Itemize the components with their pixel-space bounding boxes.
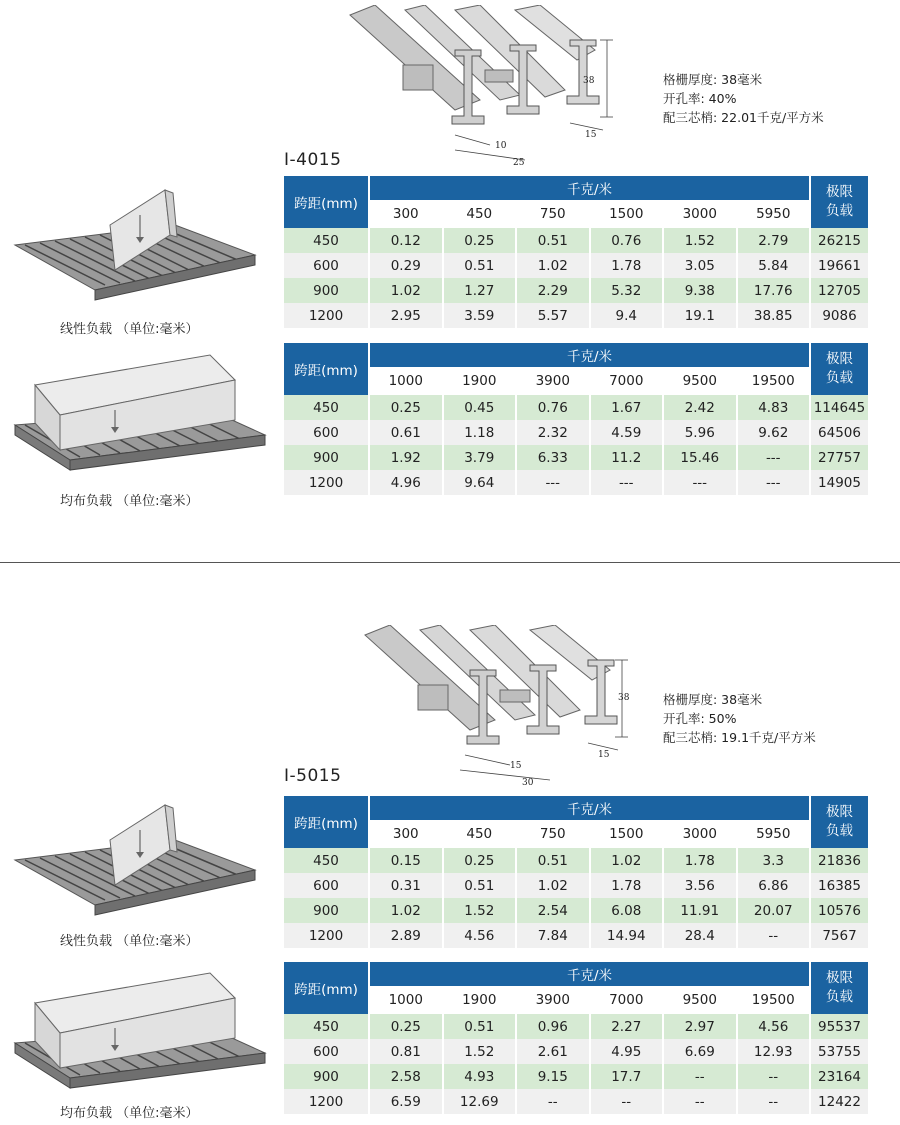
load-value: 19500: [738, 986, 810, 1014]
deflection-cell: 1.52: [444, 898, 516, 923]
grating-bars-illustration: [365, 625, 617, 744]
table-row: [284, 1014, 868, 1039]
span-cell: 900: [284, 898, 368, 923]
deflection-cell: 1.27: [444, 278, 516, 303]
unit-header: 千克/米: [370, 176, 809, 200]
dim-pitch-label: 30: [522, 778, 534, 788]
load-value: 9500: [664, 367, 736, 395]
deflection-cell: 0.15: [370, 848, 442, 873]
deflection-cell: 12.69: [444, 1089, 516, 1114]
deflection-cell: 2.97: [664, 1014, 736, 1039]
deflection-cell: ---: [664, 470, 736, 495]
load-value: 1500: [591, 200, 663, 228]
load-values-row: [284, 200, 868, 228]
load-value: 3000: [664, 200, 736, 228]
load-value: 300: [370, 200, 442, 228]
uniform-load-illustration: [10, 963, 270, 1093]
deflection-cell: 20.07: [738, 898, 810, 923]
span-cell: 1200: [284, 470, 368, 495]
load-value: 7000: [591, 986, 663, 1014]
deflection-cell: 0.31: [370, 873, 442, 898]
load-value: 1900: [444, 986, 516, 1014]
deflection-cell: 6.69: [664, 1039, 736, 1064]
limit-header: 极限 负载: [811, 176, 868, 228]
spec-thickness: 格栅厚度: 38毫米: [663, 72, 763, 87]
spec-weight: 配三芯梢: 19.1千克/平方米: [663, 730, 816, 745]
table-row: [284, 303, 868, 328]
span-header: 跨距(mm): [284, 796, 368, 848]
load-value: 1000: [370, 986, 442, 1014]
span-cell: 600: [284, 873, 368, 898]
limit-cell: 14905: [811, 470, 868, 495]
span-header: 跨距(mm): [284, 176, 368, 228]
deflection-cell: 5.57: [517, 303, 589, 328]
deflection-cell: 1.67: [591, 395, 663, 420]
load-value: 1900: [444, 367, 516, 395]
deflection-cell: 38.85: [738, 303, 810, 328]
span-cell: 450: [284, 395, 368, 420]
uniform-load-caption: 均布负载 （单位:毫米）: [60, 1106, 199, 1121]
deflection-cell: 6.86: [738, 873, 810, 898]
load-value: 7000: [591, 367, 663, 395]
deflection-cell: 1.02: [370, 898, 442, 923]
deflection-cell: 14.94: [591, 923, 663, 948]
deflection-cell: 2.54: [517, 898, 589, 923]
deflection-cell: 0.76: [517, 395, 589, 420]
product-section-i4015: [0, 0, 900, 560]
table-row: [284, 1064, 868, 1089]
table-row: [284, 278, 868, 303]
table-row: [284, 898, 868, 923]
span-cell: 600: [284, 1039, 368, 1064]
deflection-cell: --: [738, 923, 810, 948]
dim-gap-label: 10: [495, 141, 507, 151]
model-title: I-5015: [284, 766, 342, 786]
limit-cell: 95537: [811, 1014, 868, 1039]
deflection-cell: 7.84: [517, 923, 589, 948]
span-cell: 450: [284, 228, 368, 253]
deflection-cell: 0.51: [444, 873, 516, 898]
deflection-cell: 1.92: [370, 445, 442, 470]
model-title: I-4015: [284, 150, 342, 170]
limit-cell: 12705: [811, 278, 868, 303]
deflection-cell: 2.29: [517, 278, 589, 303]
deflection-cell: 4.96: [370, 470, 442, 495]
deflection-cell: --: [664, 1064, 736, 1089]
dim-gap-label: 15: [510, 761, 522, 771]
deflection-cell: --: [591, 1089, 663, 1114]
deflection-cell: 0.51: [517, 848, 589, 873]
deflection-cell: 2.27: [591, 1014, 663, 1039]
spec-weight: 配三芯梢: 22.01千克/平方米: [663, 110, 824, 125]
limit-cell: 27757: [811, 445, 868, 470]
table-row: [284, 420, 868, 445]
load-value: 5950: [738, 820, 810, 848]
deflection-cell: 1.02: [591, 848, 663, 873]
table-row: [284, 470, 868, 495]
span-cell: 450: [284, 1014, 368, 1039]
deflection-cell: 3.05: [664, 253, 736, 278]
deflection-cell: 1.02: [370, 278, 442, 303]
deflection-cell: 4.56: [444, 923, 516, 948]
deflection-cell: 0.29: [370, 253, 442, 278]
deflection-cell: 1.78: [664, 848, 736, 873]
deflection-cell: 17.76: [738, 278, 810, 303]
span-cell: 1200: [284, 303, 368, 328]
spec-thickness: 格栅厚度: 38毫米: [663, 692, 763, 707]
deflection-cell: 11.91: [664, 898, 736, 923]
i-beam-profile-drawing: [360, 625, 630, 790]
deflection-cell: 19.1: [664, 303, 736, 328]
deflection-cell: 0.61: [370, 420, 442, 445]
table-row: [284, 253, 868, 278]
span-cell: 900: [284, 445, 368, 470]
line-load-caption: 线性负载 （单位:毫米）: [60, 322, 199, 337]
line-load-illustration: [5, 800, 265, 920]
deflection-cell: 1.02: [517, 253, 589, 278]
deflection-cell: 3.56: [664, 873, 736, 898]
deflection-cell: ---: [591, 470, 663, 495]
deflection-cell: 1.02: [517, 873, 589, 898]
deflection-cell: 0.45: [444, 395, 516, 420]
span-cell: 450: [284, 848, 368, 873]
span-header: 跨距(mm): [284, 343, 368, 395]
line-load-illustration: [5, 185, 265, 305]
unit-header: 千克/米: [370, 796, 809, 820]
limit-header: 极限 负载: [811, 962, 868, 1014]
line-load-caption: 线性负载 （单位:毫米）: [60, 934, 199, 949]
unit-header: 千克/米: [370, 343, 809, 367]
deflection-cell: --: [517, 1089, 589, 1114]
limit-cell: 64506: [811, 420, 868, 445]
spec-list: [663, 690, 816, 747]
deflection-cell: 0.25: [444, 848, 516, 873]
deflection-cell: 2.61: [517, 1039, 589, 1064]
deflection-cell: 9.38: [664, 278, 736, 303]
load-value: 3000: [664, 820, 736, 848]
span-cell: 600: [284, 420, 368, 445]
uniform-load-illustration: [10, 345, 270, 475]
deflection-cell: 12.93: [738, 1039, 810, 1064]
deflection-cell: 1.78: [591, 253, 663, 278]
deflection-cell: 4.59: [591, 420, 663, 445]
deflection-cell: 4.56: [738, 1014, 810, 1039]
uniform-load-caption: 均布负载 （单位:毫米）: [60, 494, 199, 509]
load-value: 1000: [370, 367, 442, 395]
load-value: 300: [370, 820, 442, 848]
table-row: [284, 395, 868, 420]
uniform-load-table: [282, 962, 870, 1114]
deflection-cell: 0.51: [517, 228, 589, 253]
deflection-cell: 3.3: [738, 848, 810, 873]
deflection-cell: 2.95: [370, 303, 442, 328]
spec-list: [663, 70, 824, 127]
deflection-cell: 6.08: [591, 898, 663, 923]
deflection-cell: 4.93: [444, 1064, 516, 1089]
load-value: 19500: [738, 367, 810, 395]
dim-flange-label: 15: [585, 130, 597, 140]
table-row: [284, 848, 868, 873]
deflection-cell: 9.62: [738, 420, 810, 445]
deflection-cell: 4.95: [591, 1039, 663, 1064]
limit-header: 极限 负载: [811, 796, 868, 848]
deflection-cell: 4.83: [738, 395, 810, 420]
product-section-i5015: [0, 620, 900, 1125]
dim-height-label: 38: [618, 693, 630, 703]
deflection-cell: 2.58: [370, 1064, 442, 1089]
table-row: [284, 873, 868, 898]
table-row: [284, 1039, 868, 1064]
spec-open-rate: 开孔率: 50%: [663, 711, 737, 726]
span-cell: 1200: [284, 1089, 368, 1114]
limit-cell: 16385: [811, 873, 868, 898]
load-values-row: [284, 367, 868, 395]
limit-cell: 114645: [811, 395, 868, 420]
span-cell: 1200: [284, 923, 368, 948]
deflection-cell: 5.96: [664, 420, 736, 445]
deflection-cell: ---: [738, 445, 810, 470]
dim-height-label: 38: [583, 76, 595, 86]
deflection-cell: 2.79: [738, 228, 810, 253]
span-cell: 900: [284, 1064, 368, 1089]
deflection-cell: 1.18: [444, 420, 516, 445]
deflection-cell: --: [738, 1064, 810, 1089]
load-value: 3900: [517, 367, 589, 395]
load-values-row: [284, 986, 868, 1014]
span-cell: 900: [284, 278, 368, 303]
line-load-table: [282, 176, 870, 328]
deflection-cell: 0.81: [370, 1039, 442, 1064]
deflection-cell: 9.15: [517, 1064, 589, 1089]
deflection-cell: 3.79: [444, 445, 516, 470]
deflection-cell: ---: [738, 470, 810, 495]
deflection-cell: 0.25: [370, 1014, 442, 1039]
deflection-cell: 0.51: [444, 253, 516, 278]
limit-cell: 53755: [811, 1039, 868, 1064]
dim-pitch-label: 25: [513, 158, 525, 168]
deflection-cell: 11.2: [591, 445, 663, 470]
unit-header: 千克/米: [370, 962, 809, 986]
deflection-cell: 1.52: [664, 228, 736, 253]
grating-bars-illustration: [350, 5, 599, 124]
table-row: [284, 228, 868, 253]
uniform-load-table: [282, 343, 870, 495]
deflection-cell: 6.33: [517, 445, 589, 470]
deflection-cell: 0.25: [444, 228, 516, 253]
deflection-cell: 0.51: [444, 1014, 516, 1039]
limit-cell: 9086: [811, 303, 868, 328]
load-value: 5950: [738, 200, 810, 228]
deflection-cell: ---: [517, 470, 589, 495]
deflection-cell: 2.32: [517, 420, 589, 445]
deflection-cell: 17.7: [591, 1064, 663, 1089]
deflection-cell: 3.59: [444, 303, 516, 328]
deflection-cell: 6.59: [370, 1089, 442, 1114]
deflection-cell: 28.4: [664, 923, 736, 948]
deflection-cell: 5.32: [591, 278, 663, 303]
limit-cell: 26215: [811, 228, 868, 253]
deflection-cell: --: [664, 1089, 736, 1114]
load-values-row: [284, 820, 868, 848]
deflection-cell: 9.4: [591, 303, 663, 328]
table-row: [284, 1089, 868, 1114]
deflection-cell: 0.76: [591, 228, 663, 253]
load-value: 3900: [517, 986, 589, 1014]
limit-cell: 12422: [811, 1089, 868, 1114]
deflection-cell: 1.78: [591, 873, 663, 898]
spec-open-rate: 开孔率: 40%: [663, 91, 737, 106]
section-divider: [0, 562, 900, 563]
line-load-table: [282, 796, 870, 948]
limit-cell: 21836: [811, 848, 868, 873]
load-value: 450: [444, 200, 516, 228]
table-row: [284, 445, 868, 470]
deflection-cell: 2.89: [370, 923, 442, 948]
span-header: 跨距(mm): [284, 962, 368, 1014]
load-value: 450: [444, 820, 516, 848]
span-cell: 600: [284, 253, 368, 278]
i-beam-profile-drawing: [345, 5, 615, 170]
limit-cell: 23164: [811, 1064, 868, 1089]
limit-cell: 19661: [811, 253, 868, 278]
deflection-cell: 0.25: [370, 395, 442, 420]
table-row: [284, 923, 868, 948]
load-value: 1500: [591, 820, 663, 848]
deflection-cell: 9.64: [444, 470, 516, 495]
limit-cell: 7567: [811, 923, 868, 948]
limit-cell: 10576: [811, 898, 868, 923]
deflection-cell: --: [738, 1089, 810, 1114]
dim-flange-label: 15: [598, 750, 610, 760]
deflection-cell: 0.96: [517, 1014, 589, 1039]
limit-header: 极限 负载: [811, 343, 868, 395]
deflection-cell: 5.84: [738, 253, 810, 278]
deflection-cell: 2.42: [664, 395, 736, 420]
load-value: 750: [517, 820, 589, 848]
deflection-cell: 15.46: [664, 445, 736, 470]
load-value: 9500: [664, 986, 736, 1014]
deflection-cell: 1.52: [444, 1039, 516, 1064]
load-value: 750: [517, 200, 589, 228]
deflection-cell: 0.12: [370, 228, 442, 253]
